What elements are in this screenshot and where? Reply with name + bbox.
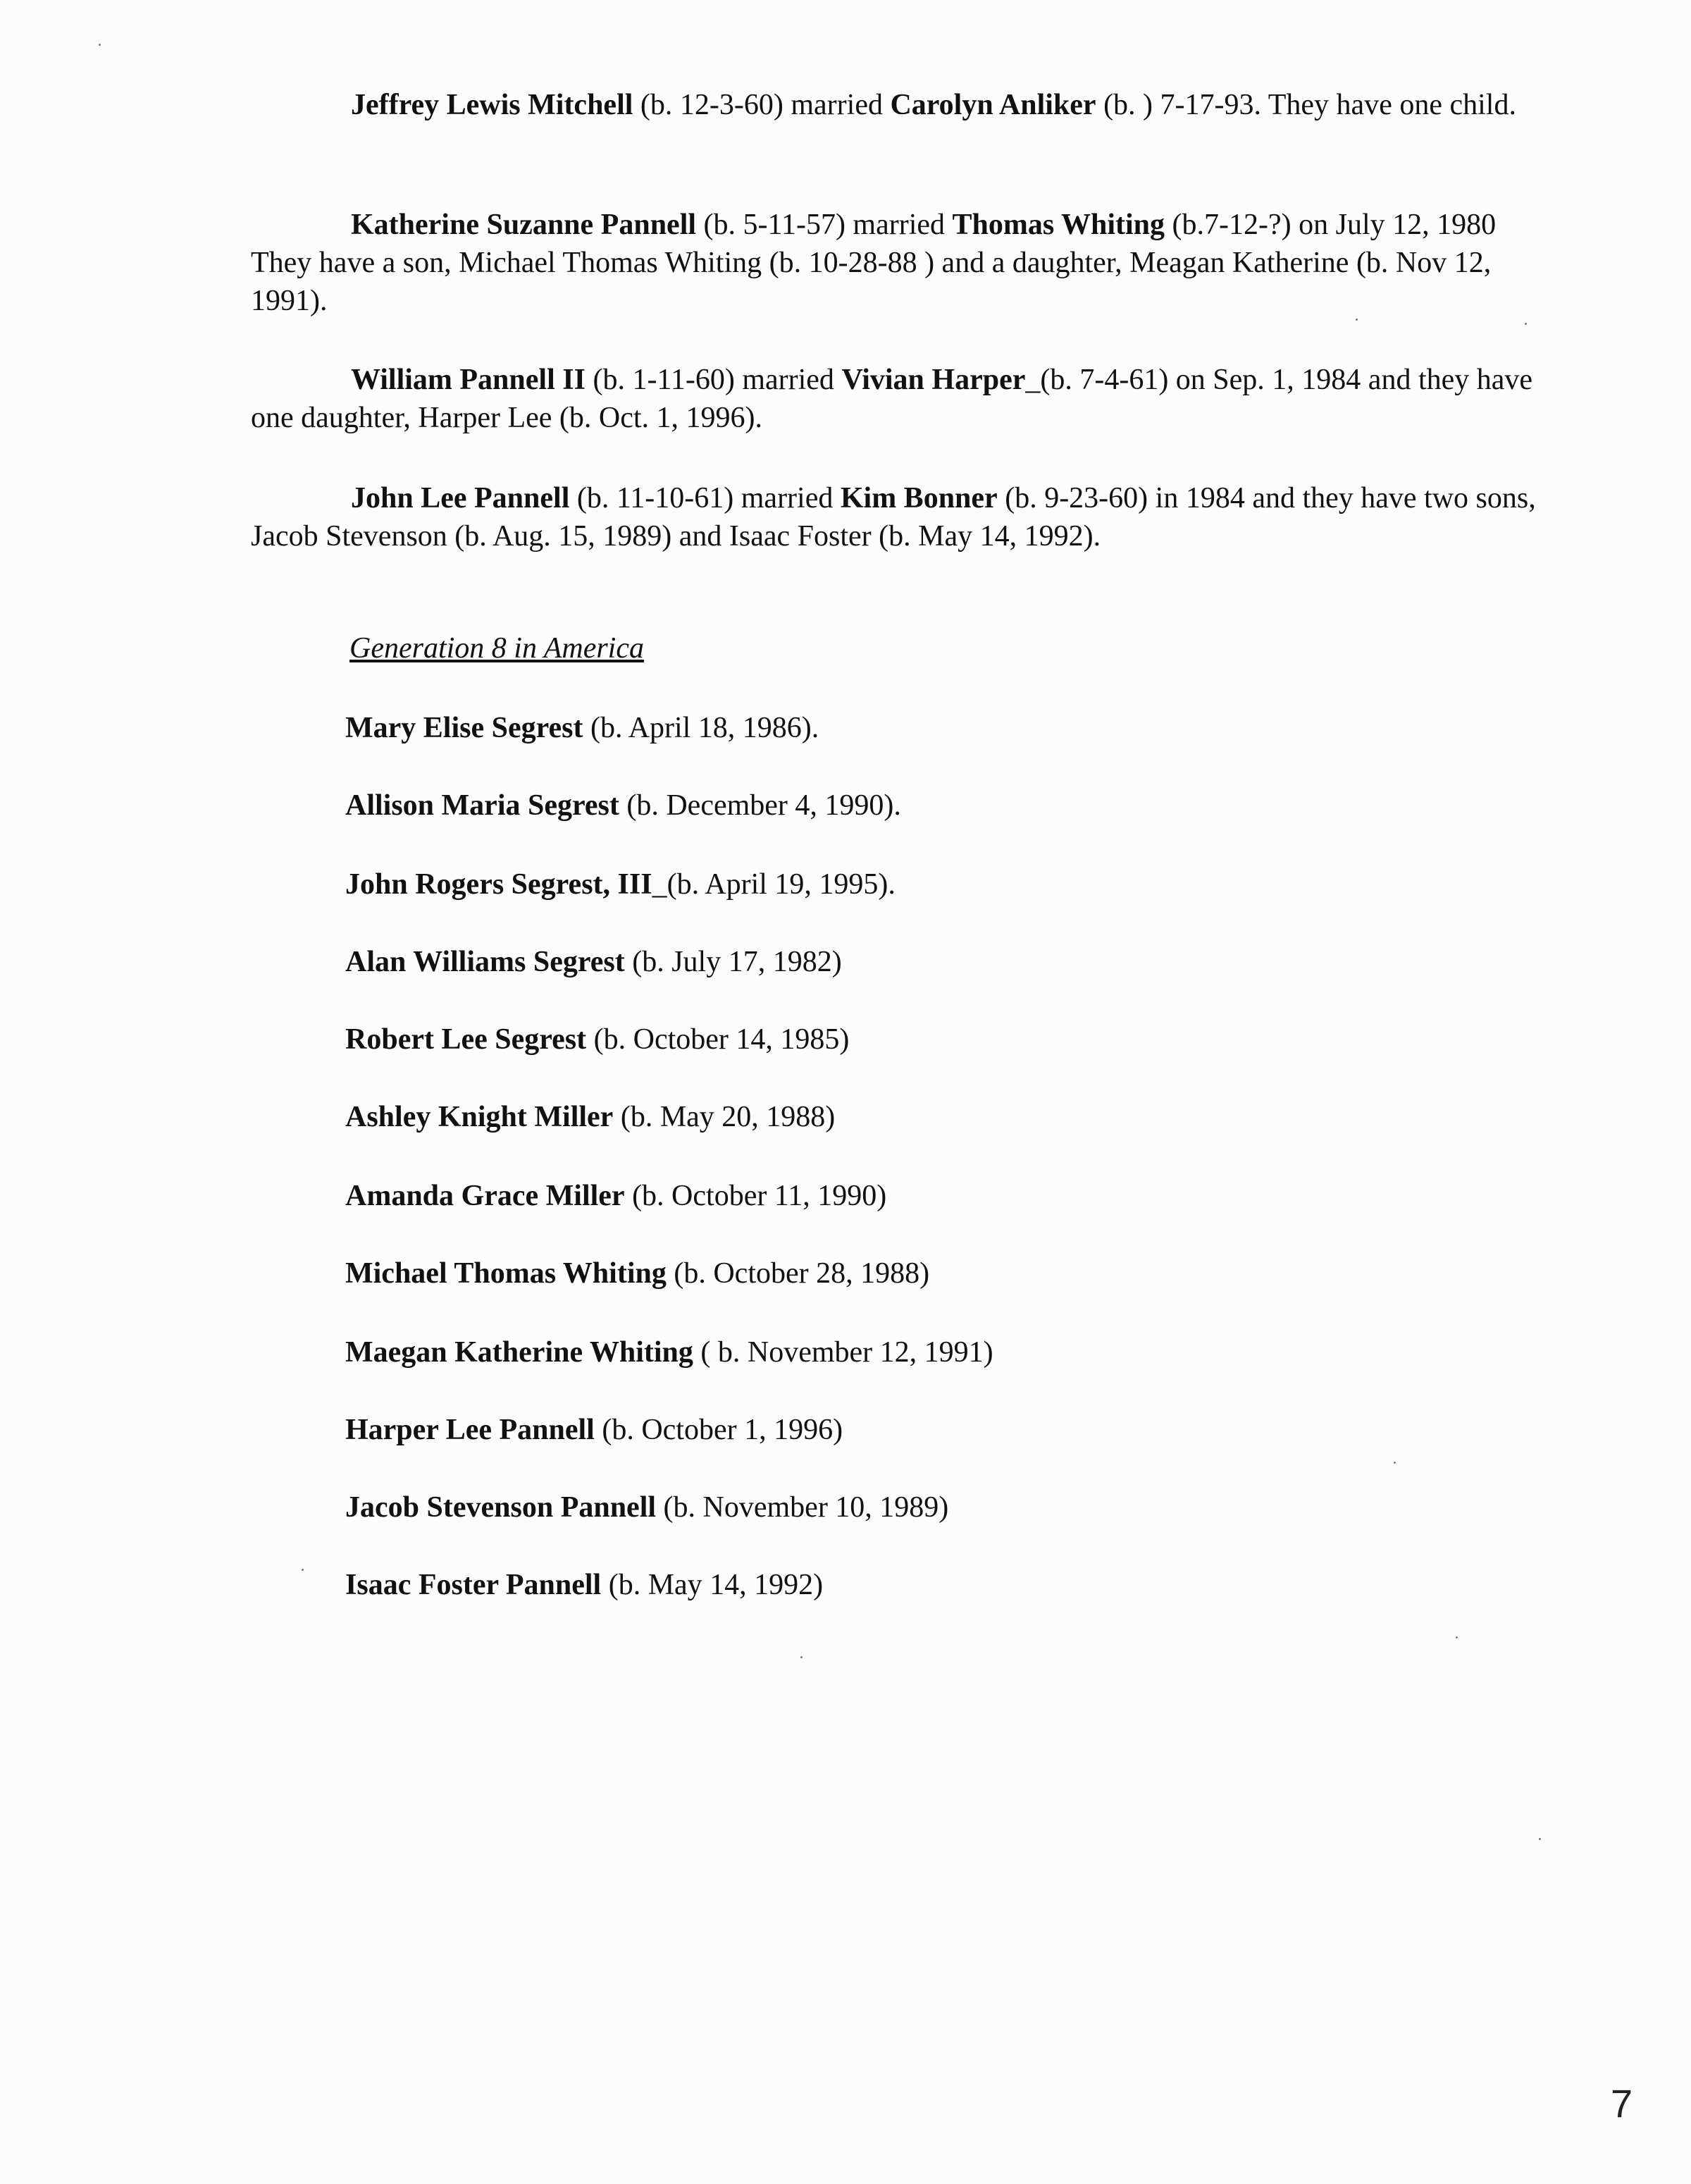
paragraph-rest: (b. 9-23-60) in 1984 and they have two sons, Jacob Stevenson (b. Aug. 15, 1989) and Isaac Foster (b. May 14, 1992). (251, 482, 1536, 553)
page-number: 7 (1611, 2081, 1633, 2126)
scan-speck (302, 1569, 304, 1571)
scan-speck (1356, 319, 1358, 321)
entry-name: John Rogers Segrest, III (345, 868, 652, 901)
list-item (345, 865, 896, 903)
paragraph-rest: (b. ) 7-17-93. They have one child. (1096, 89, 1516, 121)
family-paragraph-pannell-john (251, 479, 1561, 555)
entry-name: Mary Elise Segrest (345, 712, 583, 744)
entry-birth: _(b. April 19, 1995). (652, 868, 896, 901)
entry-birth: (b. October 28, 1988) (666, 1257, 930, 1290)
spouse-name: Kim Bonner (840, 482, 998, 514)
entry-name: Isaac Foster Pannell (345, 1569, 602, 1601)
person-name: John Lee Pannell (351, 482, 570, 514)
scan-speck (1456, 1636, 1458, 1639)
list-item (345, 1333, 993, 1371)
entry-birth: (b. May 14, 1992) (601, 1569, 824, 1601)
generation-heading: Generation 8 in America (349, 632, 644, 665)
list-item (345, 1488, 948, 1526)
entry-name: Ashley Knight Miller (345, 1101, 614, 1133)
paragraph-rest: _(b. 7-4-61) on Sep. 1, 1984 and they have one daughter, Harper Lee (b. Oct. 1, 1996). (251, 364, 1533, 434)
entry-name: Jacob Stevenson Pannell (345, 1491, 657, 1524)
entry-birth: ( b. November 12, 1991) (693, 1336, 993, 1369)
entry-birth: (b. July 17, 1982) (624, 946, 842, 978)
person-name: Katherine Suzanne Pannell (351, 209, 697, 241)
entry-birth: (b. May 20, 1988) (613, 1101, 836, 1133)
list-item (345, 1254, 929, 1292)
person-name: Jeffrey Lewis Mitchell (351, 89, 633, 121)
spouse-name: Thomas Whiting (952, 209, 1165, 241)
entry-name: Harper Lee Pannell (345, 1414, 595, 1446)
list-item (345, 709, 819, 747)
list-item (345, 1411, 843, 1449)
list-item (345, 786, 901, 825)
birth-text: (b. 5-11-57) married (696, 209, 953, 241)
list-item (345, 943, 842, 981)
spouse-name: Carolyn Anliker (890, 89, 1096, 121)
paragraph-rest: (b.7-12-?) on July 12, 1980 They have a son, Michael Thomas Whiting (b. 10-28-88 ) and a daughter, Meagan Katherine (b. Nov 12, 1991). (251, 209, 1497, 317)
person-name: William Pannell II (351, 364, 586, 396)
entry-birth: (b. December 4, 1990). (619, 789, 901, 822)
family-paragraph-pannell-william (251, 361, 1561, 437)
entry-birth: (b. October 1, 1996) (594, 1414, 843, 1446)
entry-name: Robert Lee Segrest (345, 1023, 587, 1056)
list-item (345, 1098, 835, 1136)
entry-birth: (b. October 11, 1990) (624, 1180, 887, 1212)
entry-birth: (b. November 10, 1989) (656, 1491, 949, 1524)
entry-name: Allison Maria Segrest (345, 789, 619, 822)
entry-name: Michael Thomas Whiting (345, 1257, 667, 1290)
scan-speck (1525, 323, 1527, 325)
entry-name: Maegan Katherine Whiting (345, 1336, 693, 1369)
list-item (345, 1566, 823, 1604)
list-item (345, 1177, 886, 1215)
birth-text: (b. 11-10-61) married (569, 482, 841, 514)
birth-text: (b. 12-3-60) married (633, 89, 891, 121)
entry-birth: (b. April 18, 1986). (583, 712, 819, 744)
spouse-name: Vivian Harper (841, 364, 1026, 396)
family-paragraph-whiting (251, 206, 1561, 320)
entry-birth: (b. October 14, 1985) (586, 1023, 850, 1056)
family-paragraph-mitchell (251, 86, 1561, 124)
scan-speck (800, 1656, 803, 1658)
scan-speck (99, 44, 101, 46)
entry-name: Amanda Grace Miller (345, 1180, 625, 1212)
entry-name: Alan Williams Segrest (345, 946, 625, 978)
birth-text: (b. 1-11-60) married (585, 364, 842, 396)
scan-speck (1539, 1838, 1541, 1840)
list-item (345, 1020, 849, 1059)
scan-speck (1394, 1462, 1396, 1464)
